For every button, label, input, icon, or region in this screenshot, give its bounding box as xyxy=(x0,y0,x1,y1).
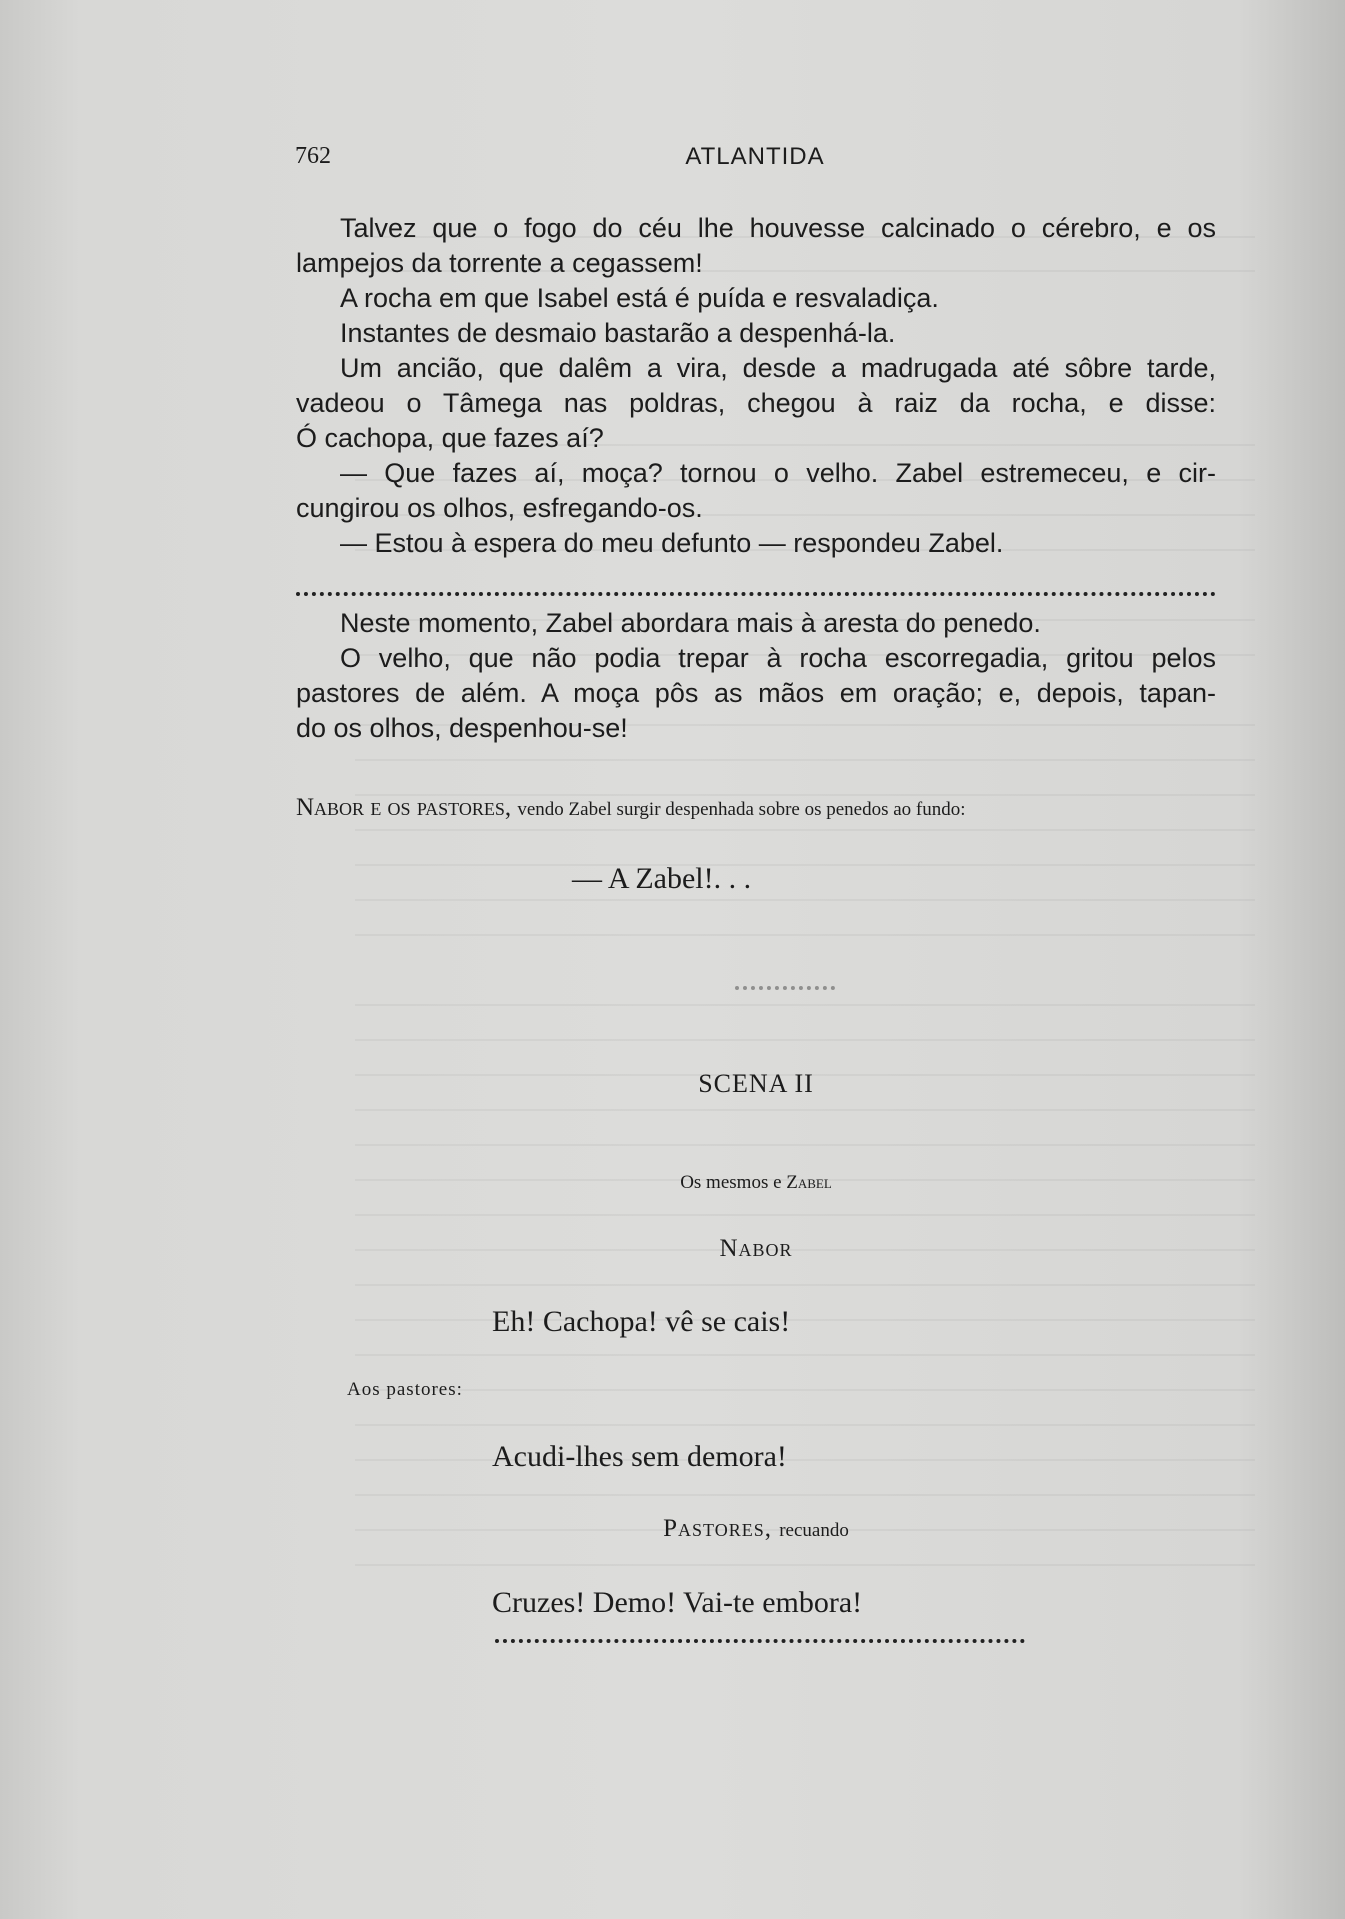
stage-direction-aside: Aos pastores: xyxy=(347,1379,463,1400)
paragraph-moment: Neste momento, Zabel abordara mais à aresta do penedo. xyxy=(340,608,1041,638)
text-line: lampejos da torrente a cegassem! xyxy=(296,248,703,278)
text-line: do os olhos, despenhou-se! xyxy=(296,713,628,743)
page-header xyxy=(295,143,1215,173)
ellipsis-rule xyxy=(296,582,1216,596)
paragraph-answer: — Estou à espera do meu defunto — respondeu Zabel. xyxy=(340,528,1004,558)
paragraph-question xyxy=(296,456,1216,526)
cast-prefix: Os mesmos e xyxy=(680,1172,782,1193)
stage-direction: vendo Zabel surgir despenhada sobre os penedos ao fundo: xyxy=(517,799,966,820)
text-line: pastores de além. A moça pôs as mãos em oração; e, depois, tapan- xyxy=(296,678,1216,708)
ellipsis-rule xyxy=(495,1629,1025,1643)
speaker-name: Pastores, xyxy=(663,1515,772,1542)
speaker-nabor: Nabor xyxy=(719,1235,793,1262)
stage-heading xyxy=(296,794,1226,822)
text-line: Um ancião, que dalêm a vira, desde a madrugada até sôbre tarde, xyxy=(340,353,1216,383)
paragraph-instants: Instantes de desmaio bastarão a despenhá-la. xyxy=(340,318,896,348)
paragraph-rock: A rocha em que Isabel está é puída e resvaladiça. xyxy=(340,283,939,313)
page-number: 762 xyxy=(295,143,331,169)
speaker-pastores xyxy=(296,1515,1216,1543)
stage-speakers: Nabor e os pastores, xyxy=(296,794,512,821)
text-line: O velho, que não podia trepar à rocha escorregadia, gritou pelos xyxy=(340,643,1216,673)
text-line: cungirou os olhos, esfregando-os. xyxy=(296,493,703,523)
cast-name: Zabel xyxy=(786,1172,832,1193)
running-title: ATLANTIDA xyxy=(685,143,825,170)
text-line: Ó cachopa, que fazes aí? xyxy=(296,423,604,453)
speaker-direction: recuando xyxy=(779,1520,849,1541)
cast-list xyxy=(296,1172,1216,1194)
paragraph-old-man xyxy=(296,351,1216,456)
verse-line: Eh! Cachopa! vê se cais! xyxy=(492,1305,791,1338)
verse-line: Acudi-lhes sem demora! xyxy=(492,1440,787,1473)
verse-line: — A Zabel!. . . xyxy=(572,862,752,895)
scene-title: SCENA II xyxy=(698,1069,814,1098)
paragraph-fire xyxy=(296,211,1216,281)
text-line: vadeou o Tâmega nas poldras, chegou à raiz da rocha, e disse: xyxy=(296,388,1216,418)
verse-line: Cruzes! Demo! Vai-te embora! xyxy=(492,1586,863,1619)
text-line: Talvez que o fogo do céu lhe houvesse calcinado o cérebro, e os xyxy=(340,213,1216,243)
text-line: — Que fazes aí, moça? tornou o velho. Zabel estremeceu, e cir- xyxy=(340,458,1216,488)
underline-mark xyxy=(735,976,835,990)
paragraph-fall xyxy=(296,641,1216,746)
